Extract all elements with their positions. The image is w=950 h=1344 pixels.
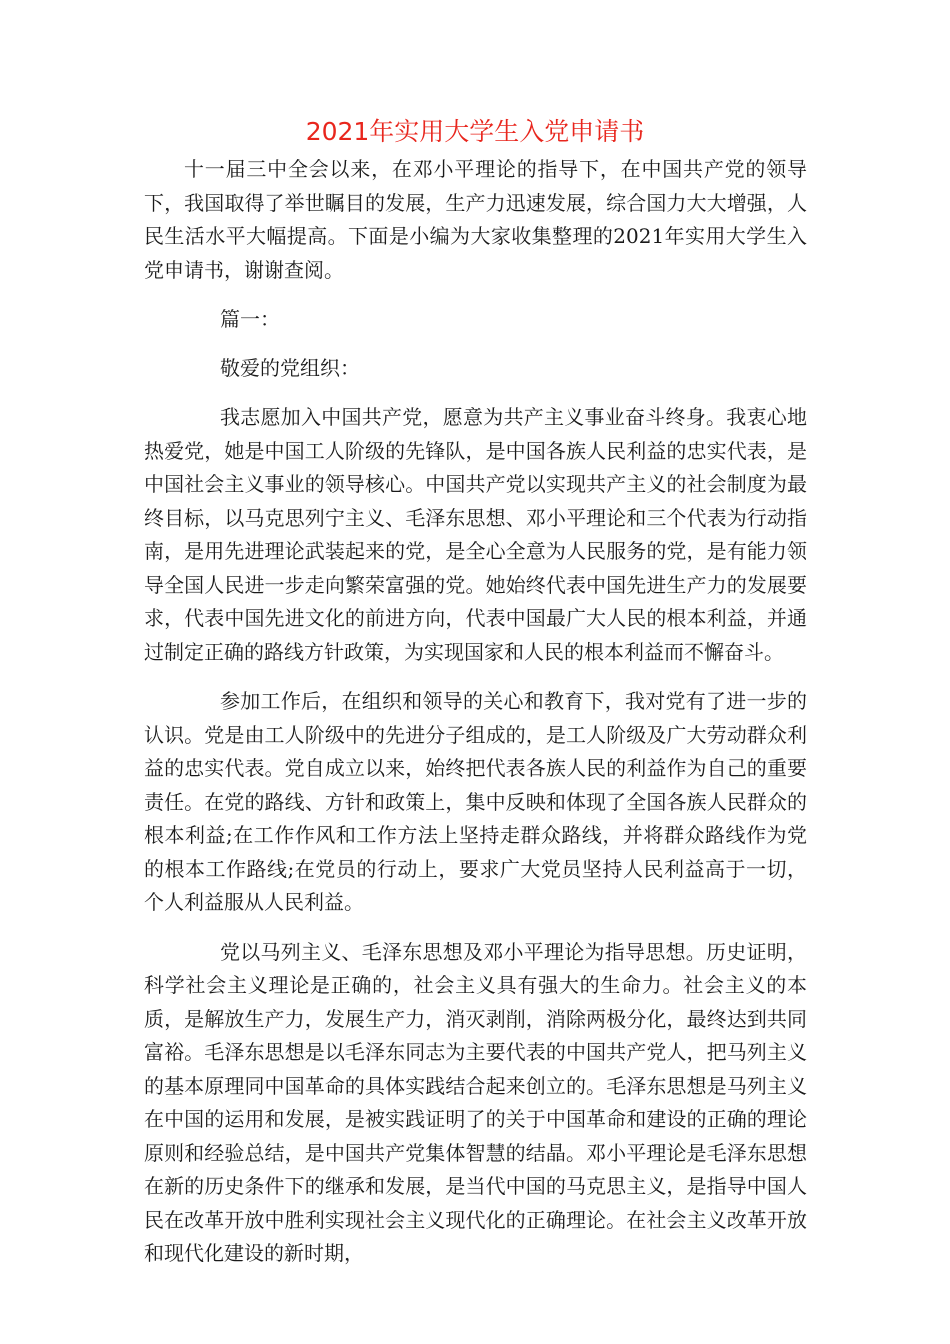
document-title: 2021年实用大学生入党申请书 [305,117,645,146]
body-paragraph-2: 参加工作后，在组织和领导的关心和教育下，我对党有了进一步的认识。党是由工人阶级中的先进分子组成的，是工人阶级及广大劳动群众利益的忠实代表。党自成立以来，始终把代表各族人民的利益作为自己的重要责任。在党的路线、方针和政策上，集中反映和体现了全国各族人民群众的根本利益;在工作作风和工作方法上坚持走群众路线，并将群众路线作为党的根本工作路线;在党员的行动上，要求广大党员坚持人民利益高于一切，个人利益服从人民利益。 [144,689,807,914]
salutation: 敬爱的党组织： [220,356,360,380]
section-label: 篇一： [220,307,280,331]
body-paragraph-3: 党以马列主义、毛泽东思想及邓小平理论为指导思想。历史证明，科学社会主义理论是正确的，社会主义具有强大的生命力。社会主义的本质，是解放生产力，发展生产力，消灭剥削，消除两极分化，最终达到共同富裕。毛泽东思想是以毛泽东同志为主要代表的中国共产党人，把马列主义的基本原理同中国革命的具体实践结合起来创立的。毛泽东思想是马列主义在中国的运用和发展，是被实践证明了的关于中国革命和建设的正确的理论原则和经验总结，是中国共产党集体智慧的结晶。邓小平理论是毛泽东思想在新的历史条件下的继承和发展，是当代中国的马克思主义，是指导中国人民在改革开放中胜利实现社会主义现代化的正确理论。在社会主义改革开放和现代化建设的新时期， [144,939,807,1265]
body-paragraph-1: 我志愿加入中国共产党，愿意为共产主义事业奋斗终身。我衷心地热爱党，她是中国工人阶级的先锋队，是中国各族人民利益的忠实代表，是中国社会主义事业的领导核心。中国共产党以实现共产主义的社会制度为最终目标，以马克思列宁主义、毛泽东思想、邓小平理论和三个代表为行动指南，是用先进理论武装起来的党，是全心全意为人民服务的党，是有能力领导全国人民进一步走向繁荣富强的党。她始终代表中国先进生产力的发展要求，代表中国先进文化的前进方向，代表中国最广大人民的根本利益，并通过制定正确的路线方针政策，为实现国家和人民的根本利益而不懈奋斗。 [144,405,807,664]
document-body [144,153,807,1271]
intro-paragraph: 十一届三中全会以来，在邓小平理论的指导下，在中国共产党的领导下，我国取得了举世瞩目的发展，生产力迅速发展，综合国力大大增强，人民生活水平大幅提高。下面是小编为大家收集整理的2021年实用大学生入党申请书，谢谢查阅。 [144,157,807,282]
